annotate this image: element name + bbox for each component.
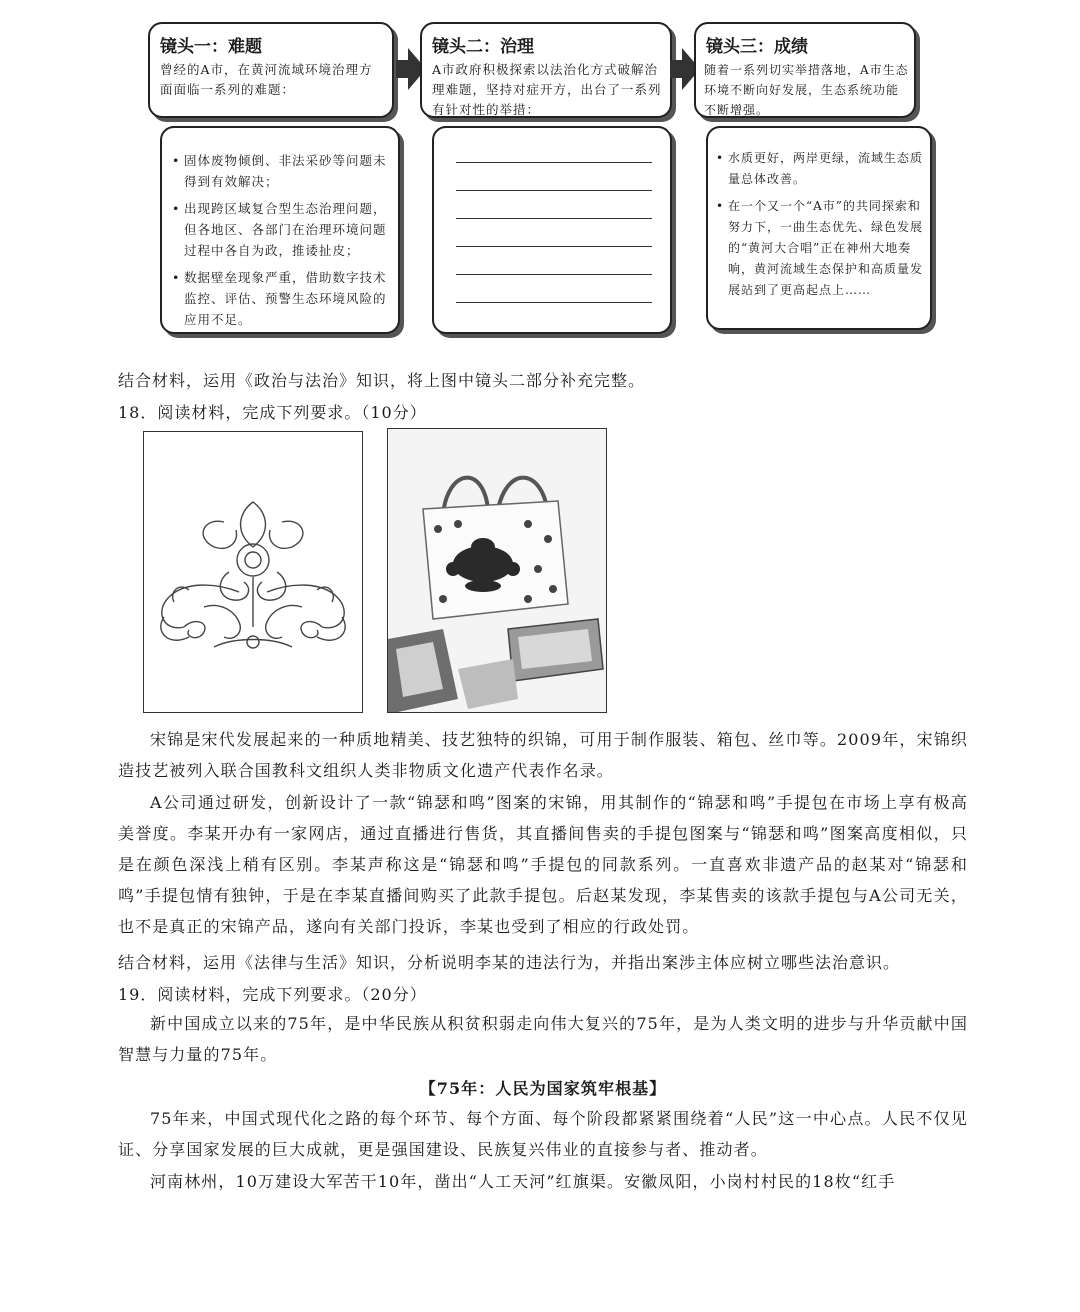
answer-line (456, 218, 652, 219)
q18-heading: 18．阅读材料，完成下列要求。（10分） (118, 403, 427, 422)
q19-paragraph-2: 75年来，中国式现代化之路的每个环节、每个方面、每个阶段都紧紧围绕着“人民”这一中心点。人民不仅见证、分享国家发展的巨大成就，更是强国建设、民族复兴伟业的直接参与者、推动者。 (118, 1109, 968, 1159)
answer-line (456, 162, 652, 163)
shot1-item: • 出现跨区域复合型生态治理问题，但各地区、各部门在治理环境问题过程中各自为政，推诿扯皮； (172, 198, 392, 261)
q19-subtitle: 【75年：人民为国家筑牢根基】 (419, 1079, 667, 1098)
q19-paragraph-3: 河南林州，10万建设大军苦干10年，凿出“人工天河”红旗渠。安徽凤阳，小岗村村民的18枚“红手 (150, 1172, 896, 1191)
shot3-item: • 在一个又一个“A市”的共同探索和努力下，一曲生态优先、绿色发展的“黄河大合唱”正在神州大地奏响，黄河流域生态保护和高质量发展站到了更高起点上…… (716, 196, 926, 301)
q19-heading: 19．阅读材料，完成下列要求。（20分） (118, 985, 427, 1004)
q19-paragraph-1: 新中国成立以来的75年，是中华民族从积贫积弱走向伟大复兴的75年，是为人类文明的进步与升华贡献中国智慧与力量的75年。 (118, 1014, 968, 1064)
q18-paragraph-2: A公司通过研发，创新设计了一款“锦瑟和鸣”图案的宋锦，用其制作的“锦瑟和鸣”手提包在市场上享有极高美誉度。李某开办有一家网店，通过直播进行售货，其直播间售卖的手提包图案与“锦瑟和鸣”图案高度相似，只是在颜色深浅上稍有区别。李某声称这是“锦瑟和鸣”手提包的同款系列。一直喜欢非遗产品的赵某对“锦瑟和鸣”手提包情有独钟，于是在李某直播间购买了此款手提包。后赵某发现，李某售卖的该款手提包与A公司无关，也不是真正的宋锦产品，遂向有关部门投诉，李某也受到了相应的行政处罚。 (118, 793, 968, 936)
answer-line (456, 274, 652, 275)
shot1-item: • 固体废物倾倒、非法采砂等问题未得到有效解决； (172, 150, 392, 192)
shot3-header-box (694, 22, 916, 118)
q17-prompt: 结合材料，运用《政治与法治》知识，将上图中镜头二部分补充完整。 (118, 371, 646, 390)
shot3-intro: 随着一系列切实举措落地，A市生态环境不断向好发展，生态系统功能不断增强。 (704, 63, 909, 117)
shot1-intro: 曾经的A市，在黄河流域环境治理方面面临一系列的难题： (160, 62, 373, 97)
shot1-detail-box (160, 126, 400, 334)
answer-line (456, 190, 652, 191)
brocade-handbag-photo (387, 428, 607, 713)
shot2-header-box (420, 22, 672, 118)
shot1-title: 镜头一：难题 (160, 37, 262, 57)
answer-line (456, 302, 652, 303)
q18-prompt: 结合材料，运用《法律与生活》知识，分析说明李某的违法行为，并指出案涉主体应树立哪些法治意识。 (118, 953, 901, 972)
shot3-item: • 水质更好，两岸更绿，流域生态质量总体改善。 (716, 148, 926, 190)
shot3-title: 镜头三：成绩 (706, 37, 808, 57)
shot3-detail-box (706, 126, 932, 330)
shot1-header-box (148, 22, 394, 118)
shot2-title: 镜头二：治理 (432, 37, 534, 57)
shot1-list (172, 150, 392, 336)
shot2-intro: A市政府积极探索以法治化方式破解治理难题，坚持对症开方，出台了一系列有针对性的举措： (432, 62, 662, 117)
shot1-item: • 数据壁垒现象严重，借助数字技术监控、评估、预警生态环境风险的应用不足。 (172, 267, 392, 330)
brocade-pattern-drawing (143, 431, 363, 713)
q18-paragraph-1: 宋锦是宋代发展起来的一种质地精美、技艺独特的织锦，可用于制作服装、箱包、丝巾等。2009年，宋锦织造技艺被列入联合国教科文组织人类非物质文化遗产代表作名录。 (118, 730, 968, 780)
shot2-answer-box (432, 126, 672, 334)
answer-line (456, 246, 652, 247)
shot3-list (716, 148, 926, 307)
